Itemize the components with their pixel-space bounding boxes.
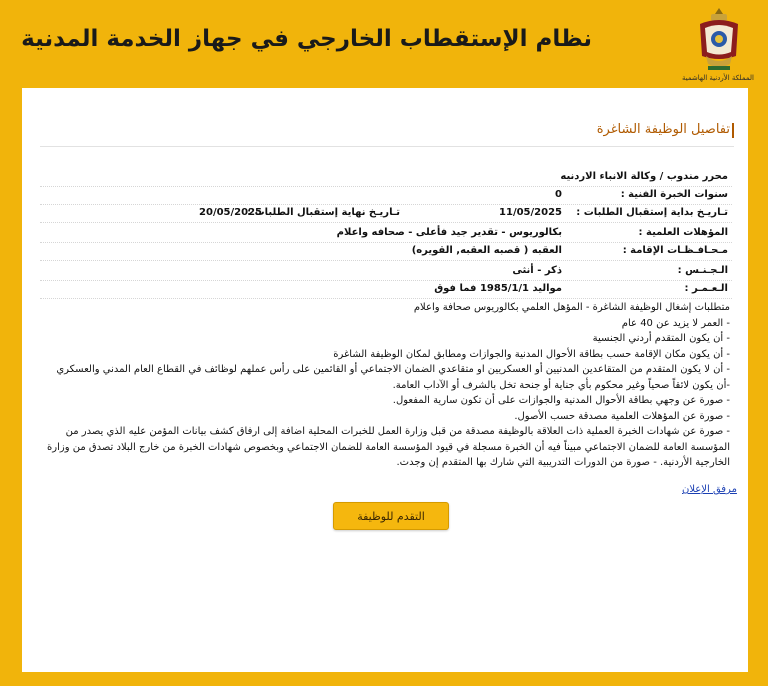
job-position: محرر مندوب / وكالة الانباء الاردنيه <box>560 171 728 182</box>
start-date-label: تـاريـخ بداية إستقبال الطلبات : <box>576 207 728 218</box>
requirement-item: - صورة عن المؤهلات العلمية مصدقة حسب الأصول. <box>514 410 730 422</box>
end-date-label: تـاريـخ نهاية إستقبال الطلبات : <box>247 207 400 218</box>
apply-button[interactable]: التقدم للوظيفة <box>333 502 449 530</box>
requirement-item: - أن يكون مكان الإقامة حسب بطاقة الأحوال المدنية والجوازات ومطابق لمكان الوظيفة الشاغرة <box>333 348 730 360</box>
attachment-link[interactable]: مرفق الإعلان <box>682 484 737 495</box>
end-date-value: 20/05/2025 <box>199 207 262 218</box>
logo-caption: المملكة الأردنية الهاشمية <box>681 74 754 82</box>
requirement-item: - صورة عن وجهي بطاقة الأحوال المدنية والجوازات على أن تكون سارية المفعول. <box>392 395 730 406</box>
age-row <box>40 280 732 299</box>
application-dates-row <box>40 204 732 223</box>
job-details-panel <box>22 88 748 672</box>
gender-row <box>40 262 732 281</box>
governorates-row <box>40 242 732 261</box>
age-value: مواليد 1985/1/1 فما فوق <box>434 283 562 294</box>
governorates-label: مـحـافـظـات الإقامة : <box>622 245 728 256</box>
requirement-item: - أن لا يكون المتقدم من المتقاعدين المدنيين أو العسكريين او متقاعدي الضمان الاجتماعي أو القائمين على رأس عملهم لوظائف في القطاع العام المدني والعسكري <box>56 364 730 375</box>
jordan-coat-of-arms-icon <box>696 6 742 76</box>
page-title: نظام الإستقطاب الخارجي في جهاز الخدمة المدنية <box>21 26 592 52</box>
gender-value: ذكر - أنثى <box>512 265 562 276</box>
qualifications-label: المؤهلات العلمية : <box>638 227 728 238</box>
requirement-item: - العمر لا يزيد عن 40 عام <box>621 317 730 329</box>
requirement-item: -أن يكون لائقاً صحياً وغير محكوم بأي جناية أو جنحة تخل بالشرف أو الآداب العامة. <box>392 379 730 391</box>
governorates-value: العقبه ( قصبه العقبه, القويره) <box>411 245 562 256</box>
requirement-item: متطلبات إشغال الوظيفة الشاغرة - المؤهل العلمي بكالوريوس صحافة واعلام <box>413 302 730 313</box>
age-label: الـعـمـر : <box>684 283 728 294</box>
qualifications-row <box>40 224 732 243</box>
qualifications-value: بكالوريوس - تقدير جيد فأعلى - صحافه واعلام <box>336 227 562 238</box>
requirements-block <box>40 300 730 471</box>
experience-row <box>40 186 732 205</box>
section-title: تفاصيل الوظيفة الشاغرة <box>597 122 734 137</box>
requirement-item: - أن يكون المتقدم أردني الجنسية <box>592 333 730 344</box>
start-date-value: 11/05/2025 <box>499 207 562 218</box>
experience-value: 0 <box>555 189 562 200</box>
requirement-item: - صورة عن شهادات الخبرة العملية ذات العلاقة بالوظيفة مصدقة من قبل وزارة العمل للخبرات المحلية اضافة إلى ارفاق كشف بيانات المؤمن عليه الذي يصدر من المؤسسة العامة للضمان الاجتماعي مبيناً فيه أن الخبرة مسجلة في قيود المؤسسة العامة للضمان الاجتماعي وبخصوص شهادات الخبرة من خارج البلاد تصدق من وزارة الخارجية الأردنية. - صورة من الدورات التدريبية التي شارك بها المتقدم إن وجدت. <box>47 426 730 468</box>
experience-label: سنوات الخبرة الفنية : <box>620 189 728 200</box>
job-position-row <box>40 168 732 187</box>
header-bar <box>0 0 768 86</box>
gender-label: الـجـنـس : <box>677 265 728 276</box>
divider <box>40 146 734 147</box>
